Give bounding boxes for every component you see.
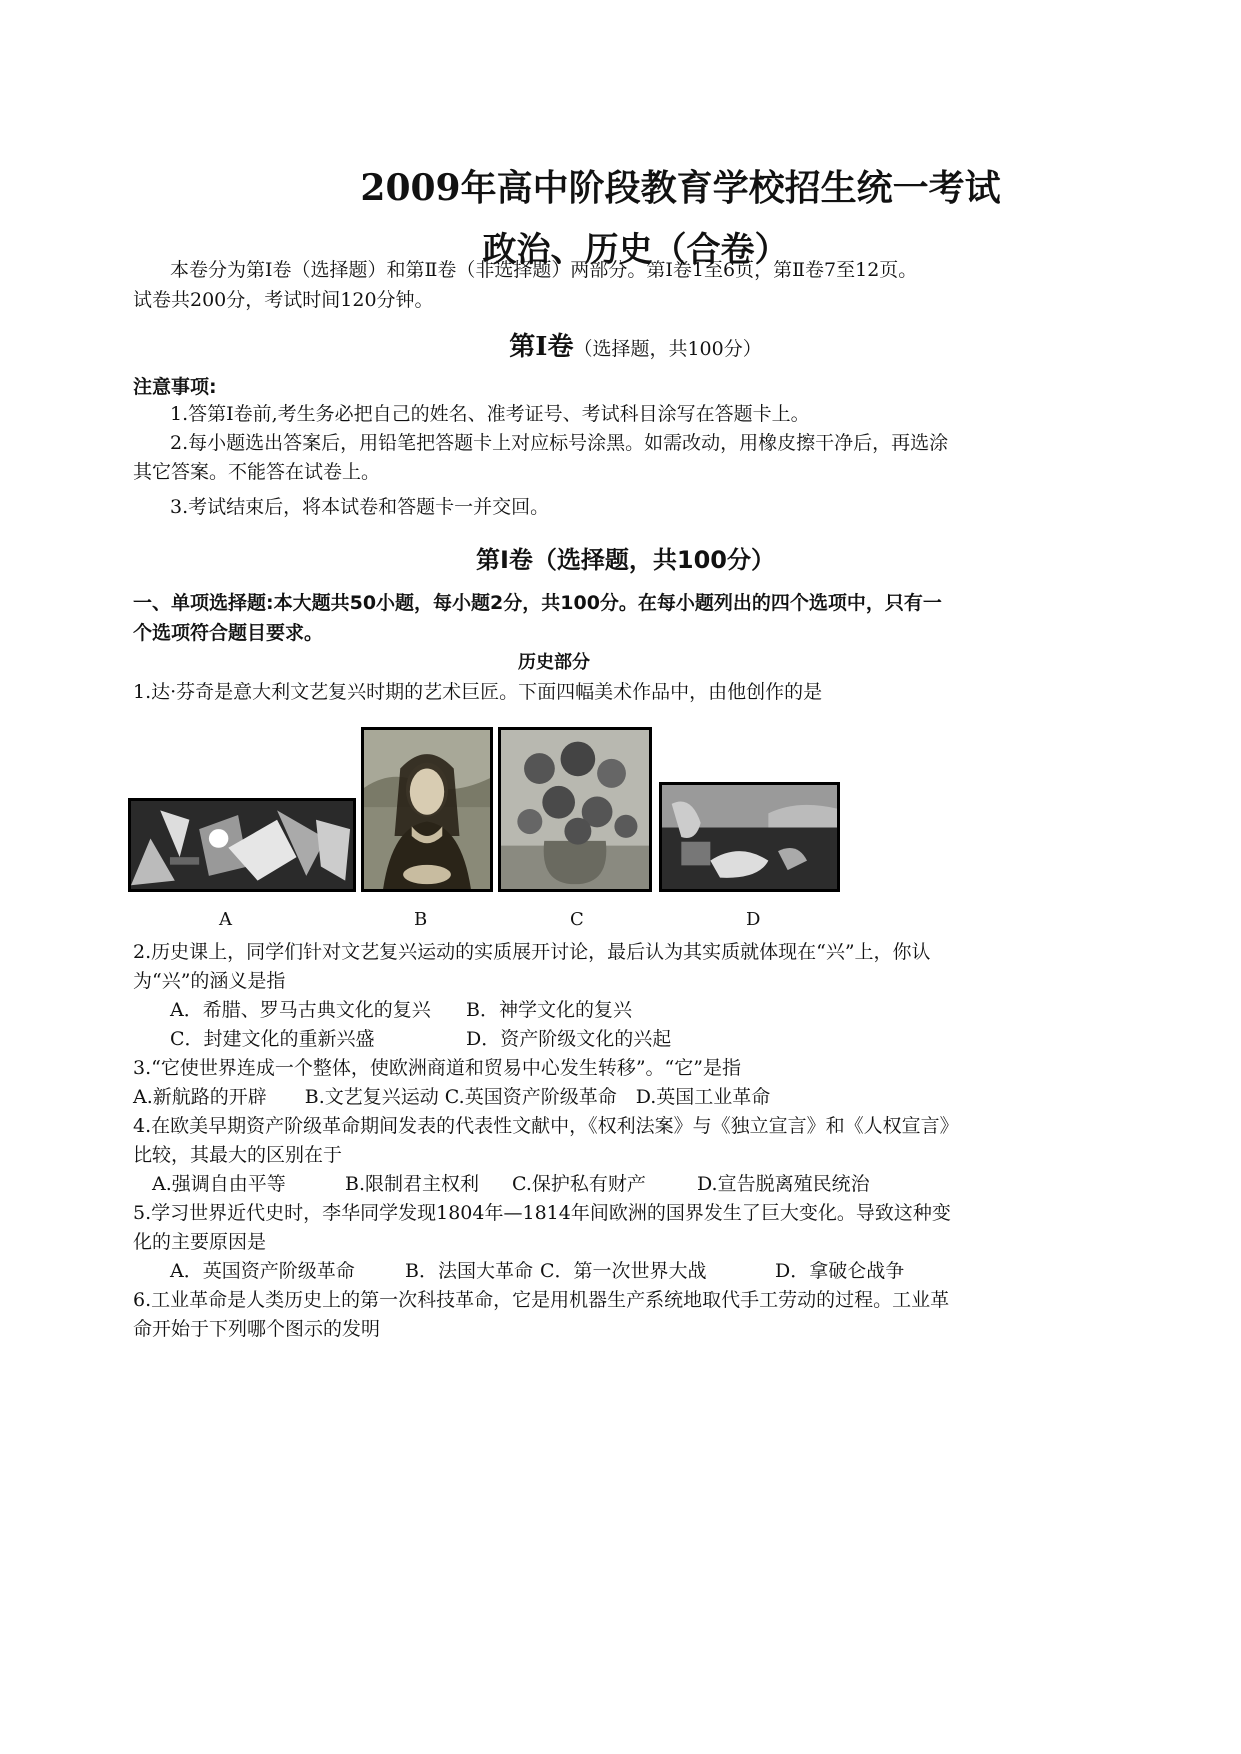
question-5-option-d: D．拿破仑战争 — [775, 1260, 905, 1282]
section-heading-1-bold: 第Ⅰ卷 — [509, 332, 574, 362]
artwork-c-sunflowers — [498, 727, 652, 892]
question-2-option-a: A．希腊、罗马古典文化的复兴 — [170, 999, 431, 1021]
question-1: 1.达·芬奇是意大利文艺复兴时期的艺术巨匠。下面四幅美术作品中，由他创作的是 — [133, 681, 823, 703]
question-2-option-b: B．神学文化的复兴 — [466, 999, 632, 1021]
artwork-label-a: A — [219, 909, 232, 930]
question-2-option-c: C．封建文化的重新兴盛 — [170, 1028, 375, 1050]
exam-subtitle: 政治、历史（合卷） — [482, 230, 789, 270]
history-heading: 历史部分 — [518, 652, 590, 673]
question-2-option-d: D．资产阶级文化的兴起 — [466, 1028, 672, 1050]
intro-line-2: 试卷共200分，考试时间120分钟。 — [133, 289, 434, 311]
notice-item-2: 2.每小题选出答案后，用铅笔把答题卡上对应标号涂黑。如需改动，用橡皮擦干净后，再选涂 — [170, 432, 949, 454]
question-2-line-1: 2.历史课上，同学们针对文艺复兴运动的实质展开讨论，最后认为其实质就体现在“兴”上，你认 — [133, 941, 931, 963]
part1-line-1: 一、单项选择题:本大题共50小题，每小题2分，共100分。在每小题列出的四个选项中，只有一 — [133, 592, 942, 614]
question-6-line-1: 6.工业革命是人类历史上的第一次科技革命，它是用机器生产系统地取代手工劳动的过程。工业革 — [133, 1289, 950, 1311]
question-5-option-a: A．英国资产阶级革命 — [170, 1260, 355, 1282]
section-heading-1 — [0, 326, 1241, 363]
question-5-option-b: B．法国大革命 — [405, 1260, 533, 1282]
notice-item-2-cont: 其它答案。不能答在试卷上。 — [133, 461, 381, 483]
question-5-line-1: 5.学习世界近代史时，李华同学发现1804年—1814年间欧洲的国界发生了巨大变化。导致这种变 — [133, 1202, 951, 1224]
question-3-options: A.新航路的开辟 B.文艺复兴运动 C.英国资产阶级革命 D.英国工业革命 — [133, 1086, 771, 1108]
artwork-b-mona-lisa — [361, 727, 493, 892]
question-4-option-a: A.强调自由平等 — [152, 1173, 286, 1195]
intro-line-1: 本卷分为第Ⅰ卷（选择题）和第Ⅱ卷（非选择题）两部分。第Ⅰ卷1至6页，第Ⅱ卷7至12页。 — [170, 259, 918, 281]
question-3: 3.“它使世界连成一个整体，使欧洲商道和贸易中心发生转移”。“它”是指 — [133, 1057, 741, 1079]
question-4-option-b: B.限制君主权利 — [345, 1173, 480, 1195]
question-6-line-2: 命开始于下列哪个图示的发明 — [133, 1318, 381, 1340]
notice-item-1: 1.答第Ⅰ卷前,考生务必把自己的姓名、准考证号、考试科目涂写在答题卡上。 — [170, 403, 810, 425]
question-5-line-2: 化的主要原因是 — [133, 1231, 267, 1253]
artwork-a-guernica — [128, 798, 356, 892]
artwork-label-c: C — [570, 909, 584, 930]
artwork-d-persistence-of-memory — [659, 782, 840, 892]
notice-item-3: 3.考试结束后，将本试卷和答题卡一并交回。 — [170, 496, 550, 518]
notice-heading: 注意事项: — [133, 376, 217, 398]
section-heading-1-rest: （选择题，共100分） — [573, 338, 762, 360]
question-5-option-c: C．第一次世界大战 — [540, 1260, 707, 1282]
artwork-label-b: B — [414, 909, 428, 930]
question-4-line-2: 比较，其最大的区别在于 — [133, 1144, 343, 1166]
artwork-label-d: D — [746, 909, 761, 930]
question-4-option-d: D.宣告脱离殖民统治 — [697, 1173, 870, 1195]
question-2-line-2: 为“兴”的涵义是指 — [133, 970, 286, 992]
part1-line-2: 个选项符合题目要求。 — [133, 622, 324, 644]
section-heading-2: 第Ⅰ卷（选择题，共100分） — [475, 546, 776, 574]
question-4-option-c: C.保护私有财产 — [512, 1173, 646, 1195]
question-4-line-1: 4.在欧美早期资产阶级革命期间发表的代表性文献中，《权利法案》与《独立宣言》和《人权宣言》 — [133, 1115, 959, 1137]
exam-title: 2009年高中阶段教育学校招生统一考试 — [360, 167, 1001, 209]
